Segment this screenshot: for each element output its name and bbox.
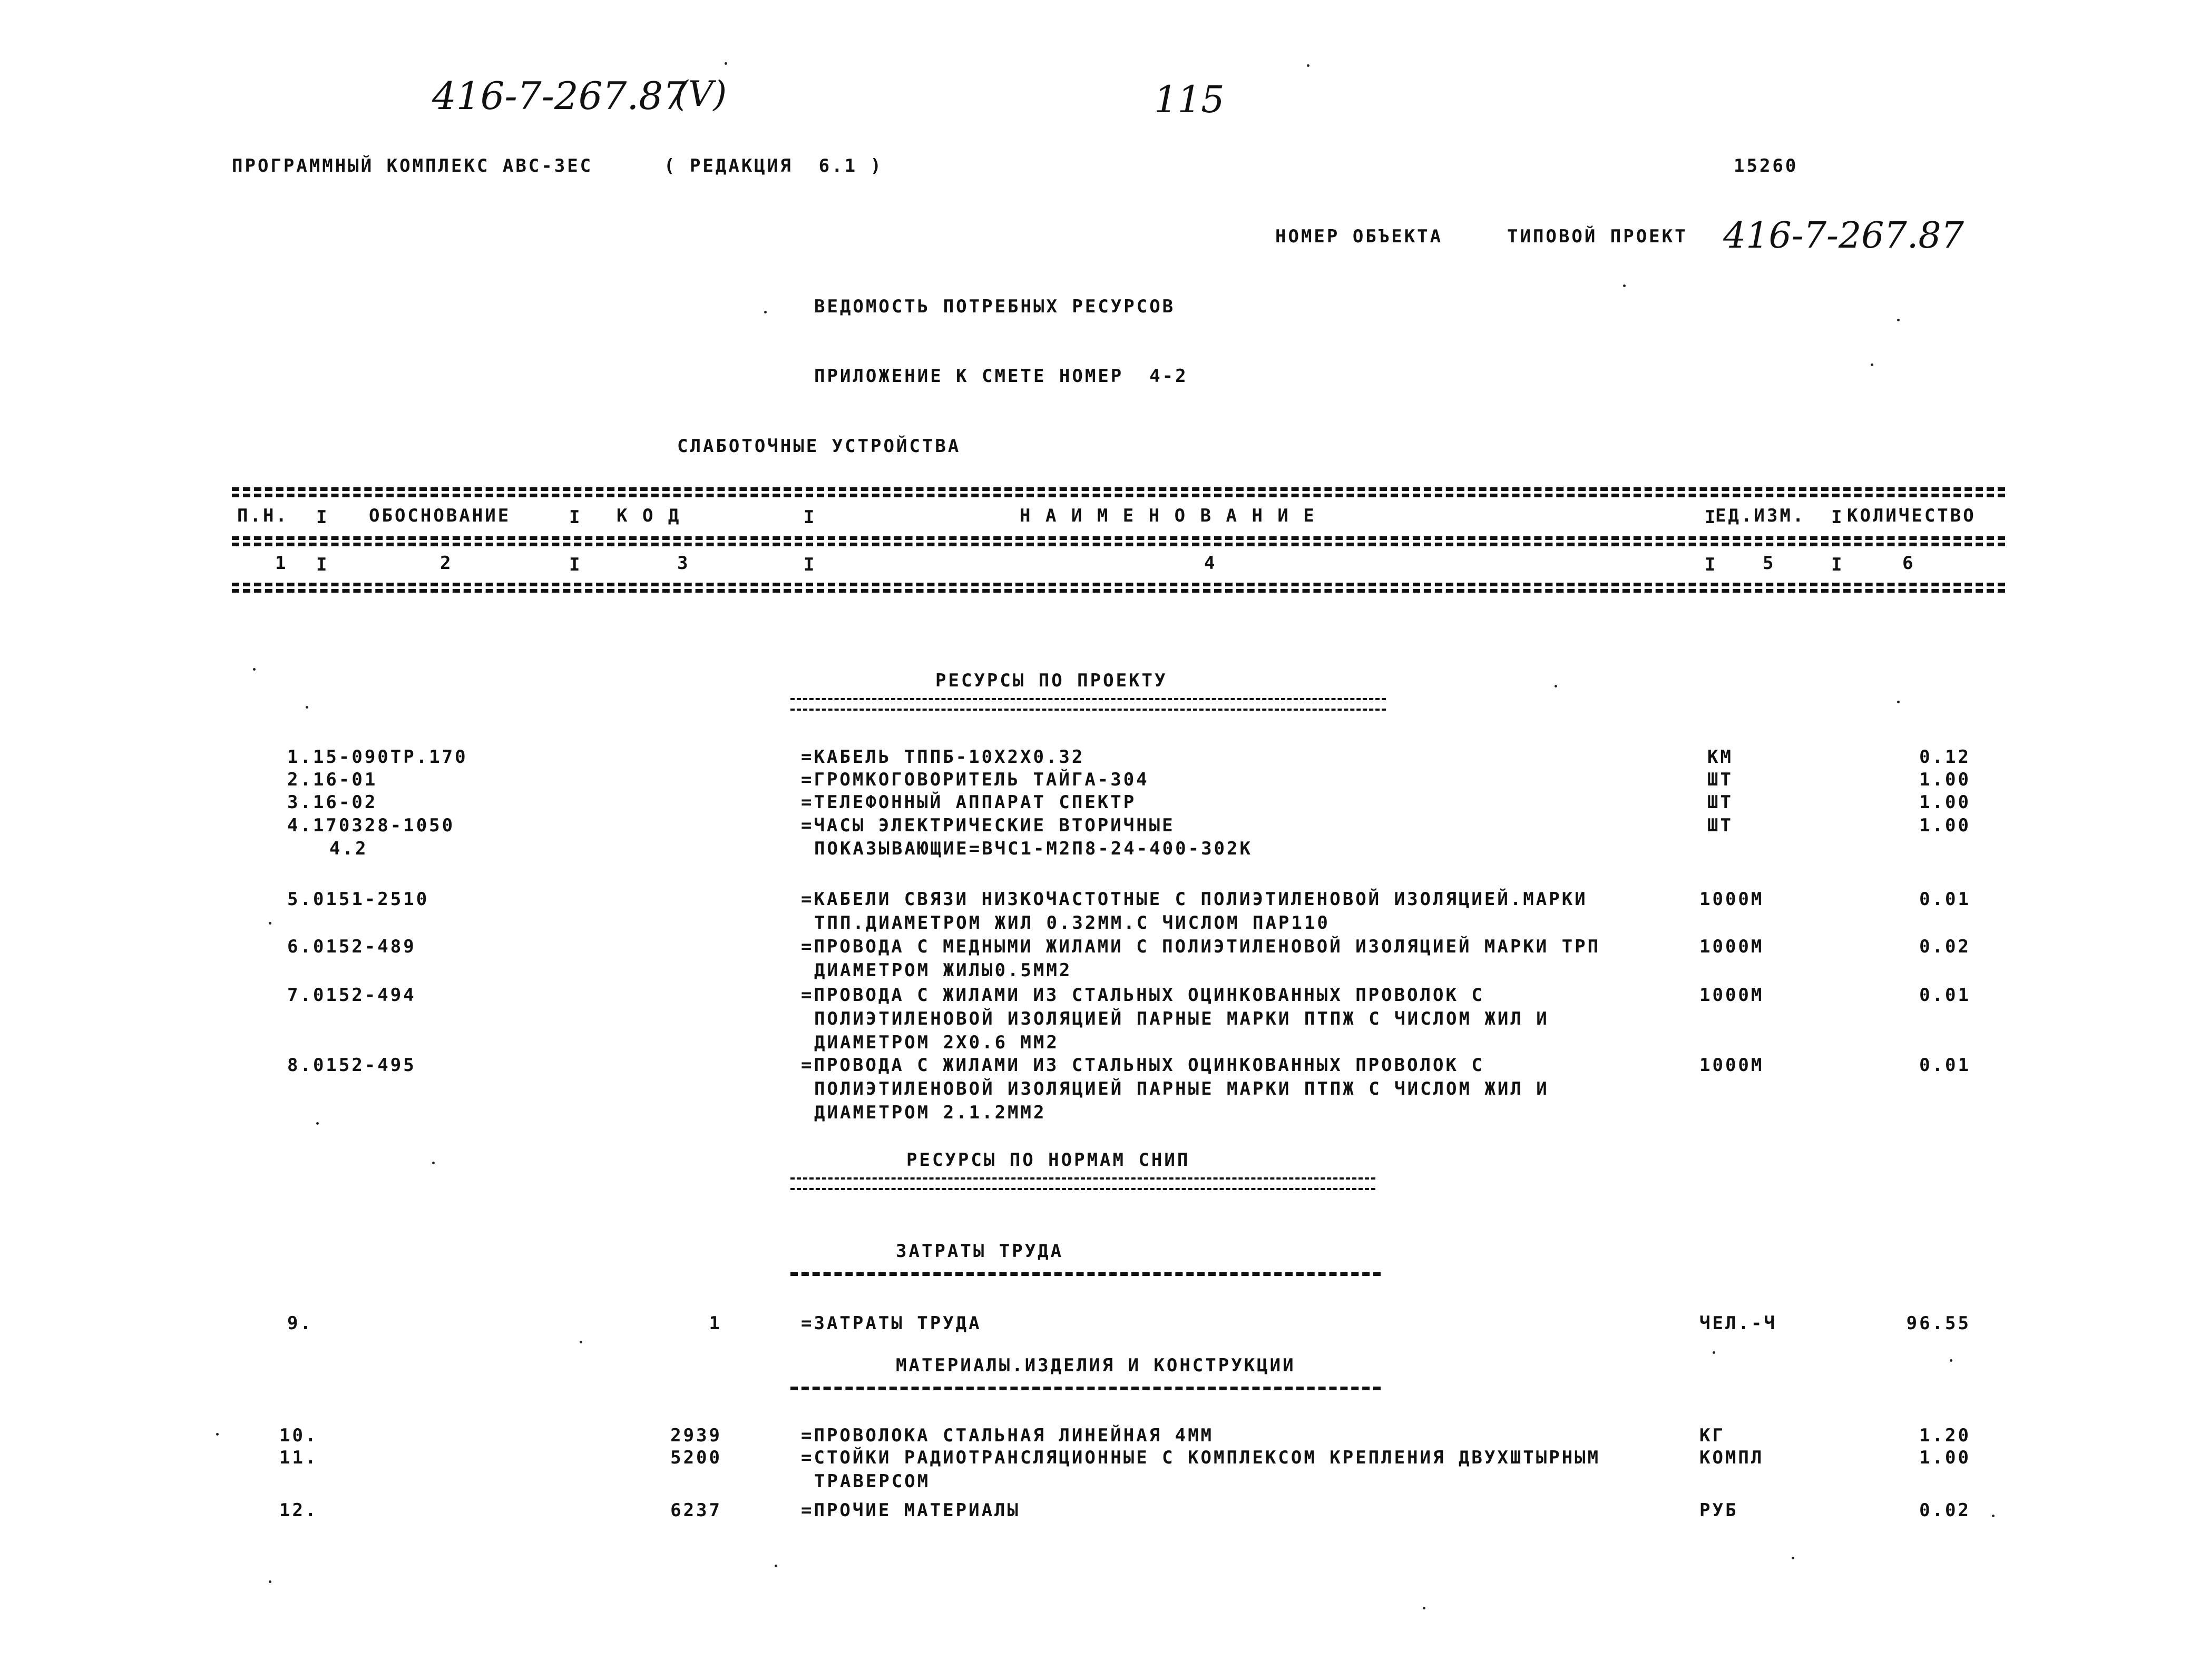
row-reference: 7.0152-494 <box>287 985 416 1006</box>
row-unit: 1000М <box>1699 985 1764 1006</box>
handwritten-doc-mark: (V) <box>675 74 727 114</box>
scan-speck <box>764 311 767 313</box>
row-quantity: 1.00 <box>1919 1447 1971 1468</box>
row-name: =ЗАТРАТЫ ТРУДА <box>801 1313 982 1334</box>
header-col-basis: ОБОСНОВАНИЕ <box>369 505 511 526</box>
document-number: 15260 <box>1734 155 1799 176</box>
scan-speck <box>216 1433 219 1436</box>
row-unit: ШТ <box>1707 815 1733 836</box>
row-unit: ЧЕЛ.-Ч <box>1699 1313 1777 1334</box>
table-top-rule-2 <box>232 494 2005 497</box>
row-quantity: 96.55 <box>1906 1313 1971 1334</box>
header-num-4: 4 <box>1204 553 1217 574</box>
row-name: =КАБЕЛЬ ТППБ-10Х2Х0.32 <box>801 746 1085 768</box>
software-name: ПРОГРАММНЫЙ КОМПЛЕКС АВС-3ЕС <box>232 155 593 176</box>
row-number: 12. <box>279 1500 318 1521</box>
column-separator: I <box>316 507 327 528</box>
row-code: 6237 <box>670 1500 722 1521</box>
row-name-cont: ДИАМЕТРОМ 2.1.2ММ2 <box>814 1102 1047 1123</box>
scan-speck <box>1950 1359 1952 1362</box>
row-code: 5200 <box>670 1447 722 1468</box>
header-num-6: 6 <box>1902 553 1915 574</box>
section-title: СЛАБОТОЧНЫЕ УСТРОЙСТВА <box>677 436 961 457</box>
row-name: =СТОЙКИ РАДИОТРАНСЛЯЦИОННЫЕ С КОМПЛЕКСОМ КРЕПЛЕНИЯ ДВУХШТЫРНЫМ <box>801 1447 1601 1468</box>
row-quantity: 0.01 <box>1919 889 1971 910</box>
row-name-cont: ПОЛИЭТИЛЕНОВОЙ ИЗОЛЯЦИЕЙ ПАРНЫЕ МАРКИ ПТПЖ С ЧИСЛОМ ЖИЛ И <box>814 1008 1549 1029</box>
scan-speck <box>269 922 271 925</box>
scan-speck <box>253 668 256 671</box>
row-number: 9. <box>287 1313 313 1334</box>
section-heading-materials: МАТЕРИАЛЫ.ИЗДЕЛИЯ И КОНСТРУКЦИИ <box>896 1355 1296 1376</box>
section-underline <box>790 698 1386 711</box>
column-separator: I <box>804 507 815 528</box>
scan-speck <box>725 62 727 65</box>
row-reference: 6.0152-489 <box>287 936 416 957</box>
row-reference: 4.170328-1050 <box>287 815 455 836</box>
row-unit: ШТ <box>1707 792 1733 813</box>
row-quantity: 1.00 <box>1919 815 1971 836</box>
scan-speck <box>1623 284 1626 287</box>
row-quantity: 0.02 <box>1919 1500 1971 1521</box>
scan-speck <box>1555 685 1557 687</box>
row-reference: 3.16-02 <box>287 792 378 813</box>
row-name: =ТЕЛЕФОННЫЙ АППАРАТ СПЕКТР <box>801 792 1137 813</box>
row-unit: РУБ <box>1699 1500 1738 1521</box>
row-unit: КОМПЛ <box>1699 1447 1764 1468</box>
row-quantity: 1.00 <box>1919 792 1971 813</box>
row-name: =ПРОВОЛОКА СТАЛЬНАЯ ЛИНЕЙНАЯ 4ММ <box>801 1425 1214 1446</box>
header-col-quantity: КОЛИЧЕСТВО <box>1847 505 1976 526</box>
row-quantity: 1.00 <box>1919 769 1971 790</box>
scan-speck <box>1792 1557 1794 1559</box>
table-mid-rule <box>232 536 2005 540</box>
header-num-2: 2 <box>440 553 453 574</box>
report-title: ВЕДОМОСТЬ ПОТРЕБНЫХ РЕСУРСОВ <box>814 296 1176 317</box>
row-name: =ГРОМКОГОВОРИТЕЛЬ ТАЙГА-304 <box>801 769 1149 790</box>
software-edition: ( РЕДАКЦИЯ 6.1 ) <box>664 155 883 176</box>
table-top-rule <box>232 487 2005 491</box>
row-unit: 1000М <box>1699 936 1764 957</box>
header-num-1: 1 <box>275 553 288 574</box>
header-num-3: 3 <box>677 553 690 574</box>
row-quantity: 0.02 <box>1919 936 1971 957</box>
row-code: 2939 <box>670 1425 722 1446</box>
row-code: 1 <box>709 1313 722 1334</box>
section-underline <box>790 1272 1381 1276</box>
row-quantity: 0.12 <box>1919 746 1971 768</box>
scan-speck <box>269 1580 271 1583</box>
row-unit: 1000М <box>1699 1055 1764 1076</box>
row-quantity: 1.20 <box>1919 1425 1971 1446</box>
row-name: =ПРОЧИЕ МАТЕРИАЛЫ <box>801 1500 1020 1521</box>
table-header-bottom-rule-2 <box>232 589 2005 593</box>
header-num-5: 5 <box>1763 553 1776 574</box>
row-name-cont: ДИАМЕТРОМ ЖИЛЫ0.5ММ2 <box>814 960 1072 981</box>
scan-speck <box>580 1341 582 1343</box>
row-reference: 5.0151-2510 <box>287 889 429 910</box>
row-name: =ПРОВОДА С МЕДНЫМИ ЖИЛАМИ С ПОЛИЭТИЛЕНОВОЙ ИЗОЛЯЦИЕЙ МАРКИ ТРП <box>801 936 1601 957</box>
object-number-label: НОМЕР ОБЪЕКТА <box>1275 226 1443 247</box>
scan-speck <box>1871 363 1873 366</box>
row-name: =ПРОВОДА С ЖИЛАМИ ИЗ СТАЛЬНЫХ ОЦИНКОВАННЫХ ПРОВОЛОК С <box>801 1055 1484 1076</box>
section-heading-project: РЕСУРСЫ ПО ПРОЕКТУ <box>935 670 1168 691</box>
scan-speck <box>775 1565 777 1567</box>
scan-speck <box>1897 701 1900 703</box>
scan-speck <box>316 1122 319 1125</box>
section-heading-labor: ЗАТРАТЫ ТРУДА <box>896 1241 1064 1262</box>
handwritten-page-number: 115 <box>1154 78 1225 121</box>
column-separator: I <box>1705 554 1716 575</box>
table-mid-rule-2 <box>232 543 2005 546</box>
project-label: ТИПОВОЙ ПРОЕКТ <box>1507 226 1688 247</box>
row-reference: 1.15-090ТР.170 <box>287 746 468 768</box>
row-reference: 2.16-01 <box>287 769 378 790</box>
row-reference-cont: 4.2 <box>329 838 368 859</box>
scan-speck <box>1423 1607 1425 1609</box>
column-separator: I <box>1705 507 1716 528</box>
scan-speck <box>1992 1515 1995 1517</box>
row-quantity: 0.01 <box>1919 1055 1971 1076</box>
row-number: 10. <box>279 1425 318 1446</box>
row-name-cont: ПОКАЗЫВАЮЩИЕ=ВЧС1-М2П8-24-400-302К <box>814 838 1253 859</box>
estimate-appendix: ПРИЛОЖЕНИЕ К СМЕТЕ НОМЕР 4-2 <box>814 366 1188 387</box>
row-name-cont: ТПП.ДИАМЕТРОМ ЖИЛ 0.32ММ.С ЧИСЛОМ ПАР110 <box>814 912 1330 934</box>
scan-speck <box>306 706 308 709</box>
scan-speck <box>1307 64 1309 67</box>
header-col-unit: ЕД.ИЗМ. <box>1715 505 1806 526</box>
section-heading-norms: РЕСУРСЫ ПО НОРМАМ СНИП <box>906 1150 1190 1171</box>
section-underline <box>790 1177 1375 1190</box>
row-unit: ШТ <box>1707 769 1733 790</box>
column-separator: I <box>804 554 815 575</box>
column-separator: I <box>316 554 327 575</box>
header-col-code: К О Д <box>617 505 681 526</box>
header-col-name: Н А И М Е Н О В А Н И Е <box>1020 505 1316 526</box>
scan-speck <box>1713 1351 1715 1354</box>
column-separator: I <box>1831 554 1842 575</box>
row-name: =КАБЕЛИ СВЯЗИ НИЗКОЧАСТОТНЫЕ С ПОЛИЭТИЛЕНОВОЙ ИЗОЛЯЦИЕЙ.МАРКИ <box>801 889 1588 910</box>
scan-speck <box>1897 319 1900 321</box>
header-col-number: П.Н. <box>237 505 289 526</box>
column-separator: I <box>569 554 580 575</box>
section-underline <box>790 1387 1381 1390</box>
row-unit: 1000М <box>1699 889 1764 910</box>
handwritten-project-code: 416-7-267.87 <box>1723 215 1964 257</box>
scan-speck <box>432 1162 435 1164</box>
column-separator: I <box>1831 507 1842 528</box>
row-name-cont: ТРАВЕРСОМ <box>814 1471 931 1492</box>
row-reference: 8.0152-495 <box>287 1055 416 1076</box>
handwritten-doc-code: 416-7-267.87 <box>432 74 687 118</box>
row-name: =ПРОВОДА С ЖИЛАМИ ИЗ СТАЛЬНЫХ ОЦИНКОВАННЫХ ПРОВОЛОК С <box>801 985 1484 1006</box>
row-name-cont: ПОЛИЭТИЛЕНОВОЙ ИЗОЛЯЦИЕЙ ПАРНЫЕ МАРКИ ПТПЖ С ЧИСЛОМ ЖИЛ И <box>814 1078 1549 1099</box>
column-separator: I <box>569 507 580 528</box>
row-name: =ЧАСЫ ЭЛЕКТРИЧЕСКИЕ ВТОРИЧНЫЕ <box>801 815 1175 836</box>
row-unit: КМ <box>1707 746 1733 768</box>
row-quantity: 0.01 <box>1919 985 1971 1006</box>
row-unit: КГ <box>1699 1425 1725 1446</box>
row-name-cont: ДИАМЕТРОМ 2Х0.6 ММ2 <box>814 1032 1059 1053</box>
table-header-bottom-rule <box>232 583 2005 586</box>
row-number: 11. <box>279 1447 318 1468</box>
